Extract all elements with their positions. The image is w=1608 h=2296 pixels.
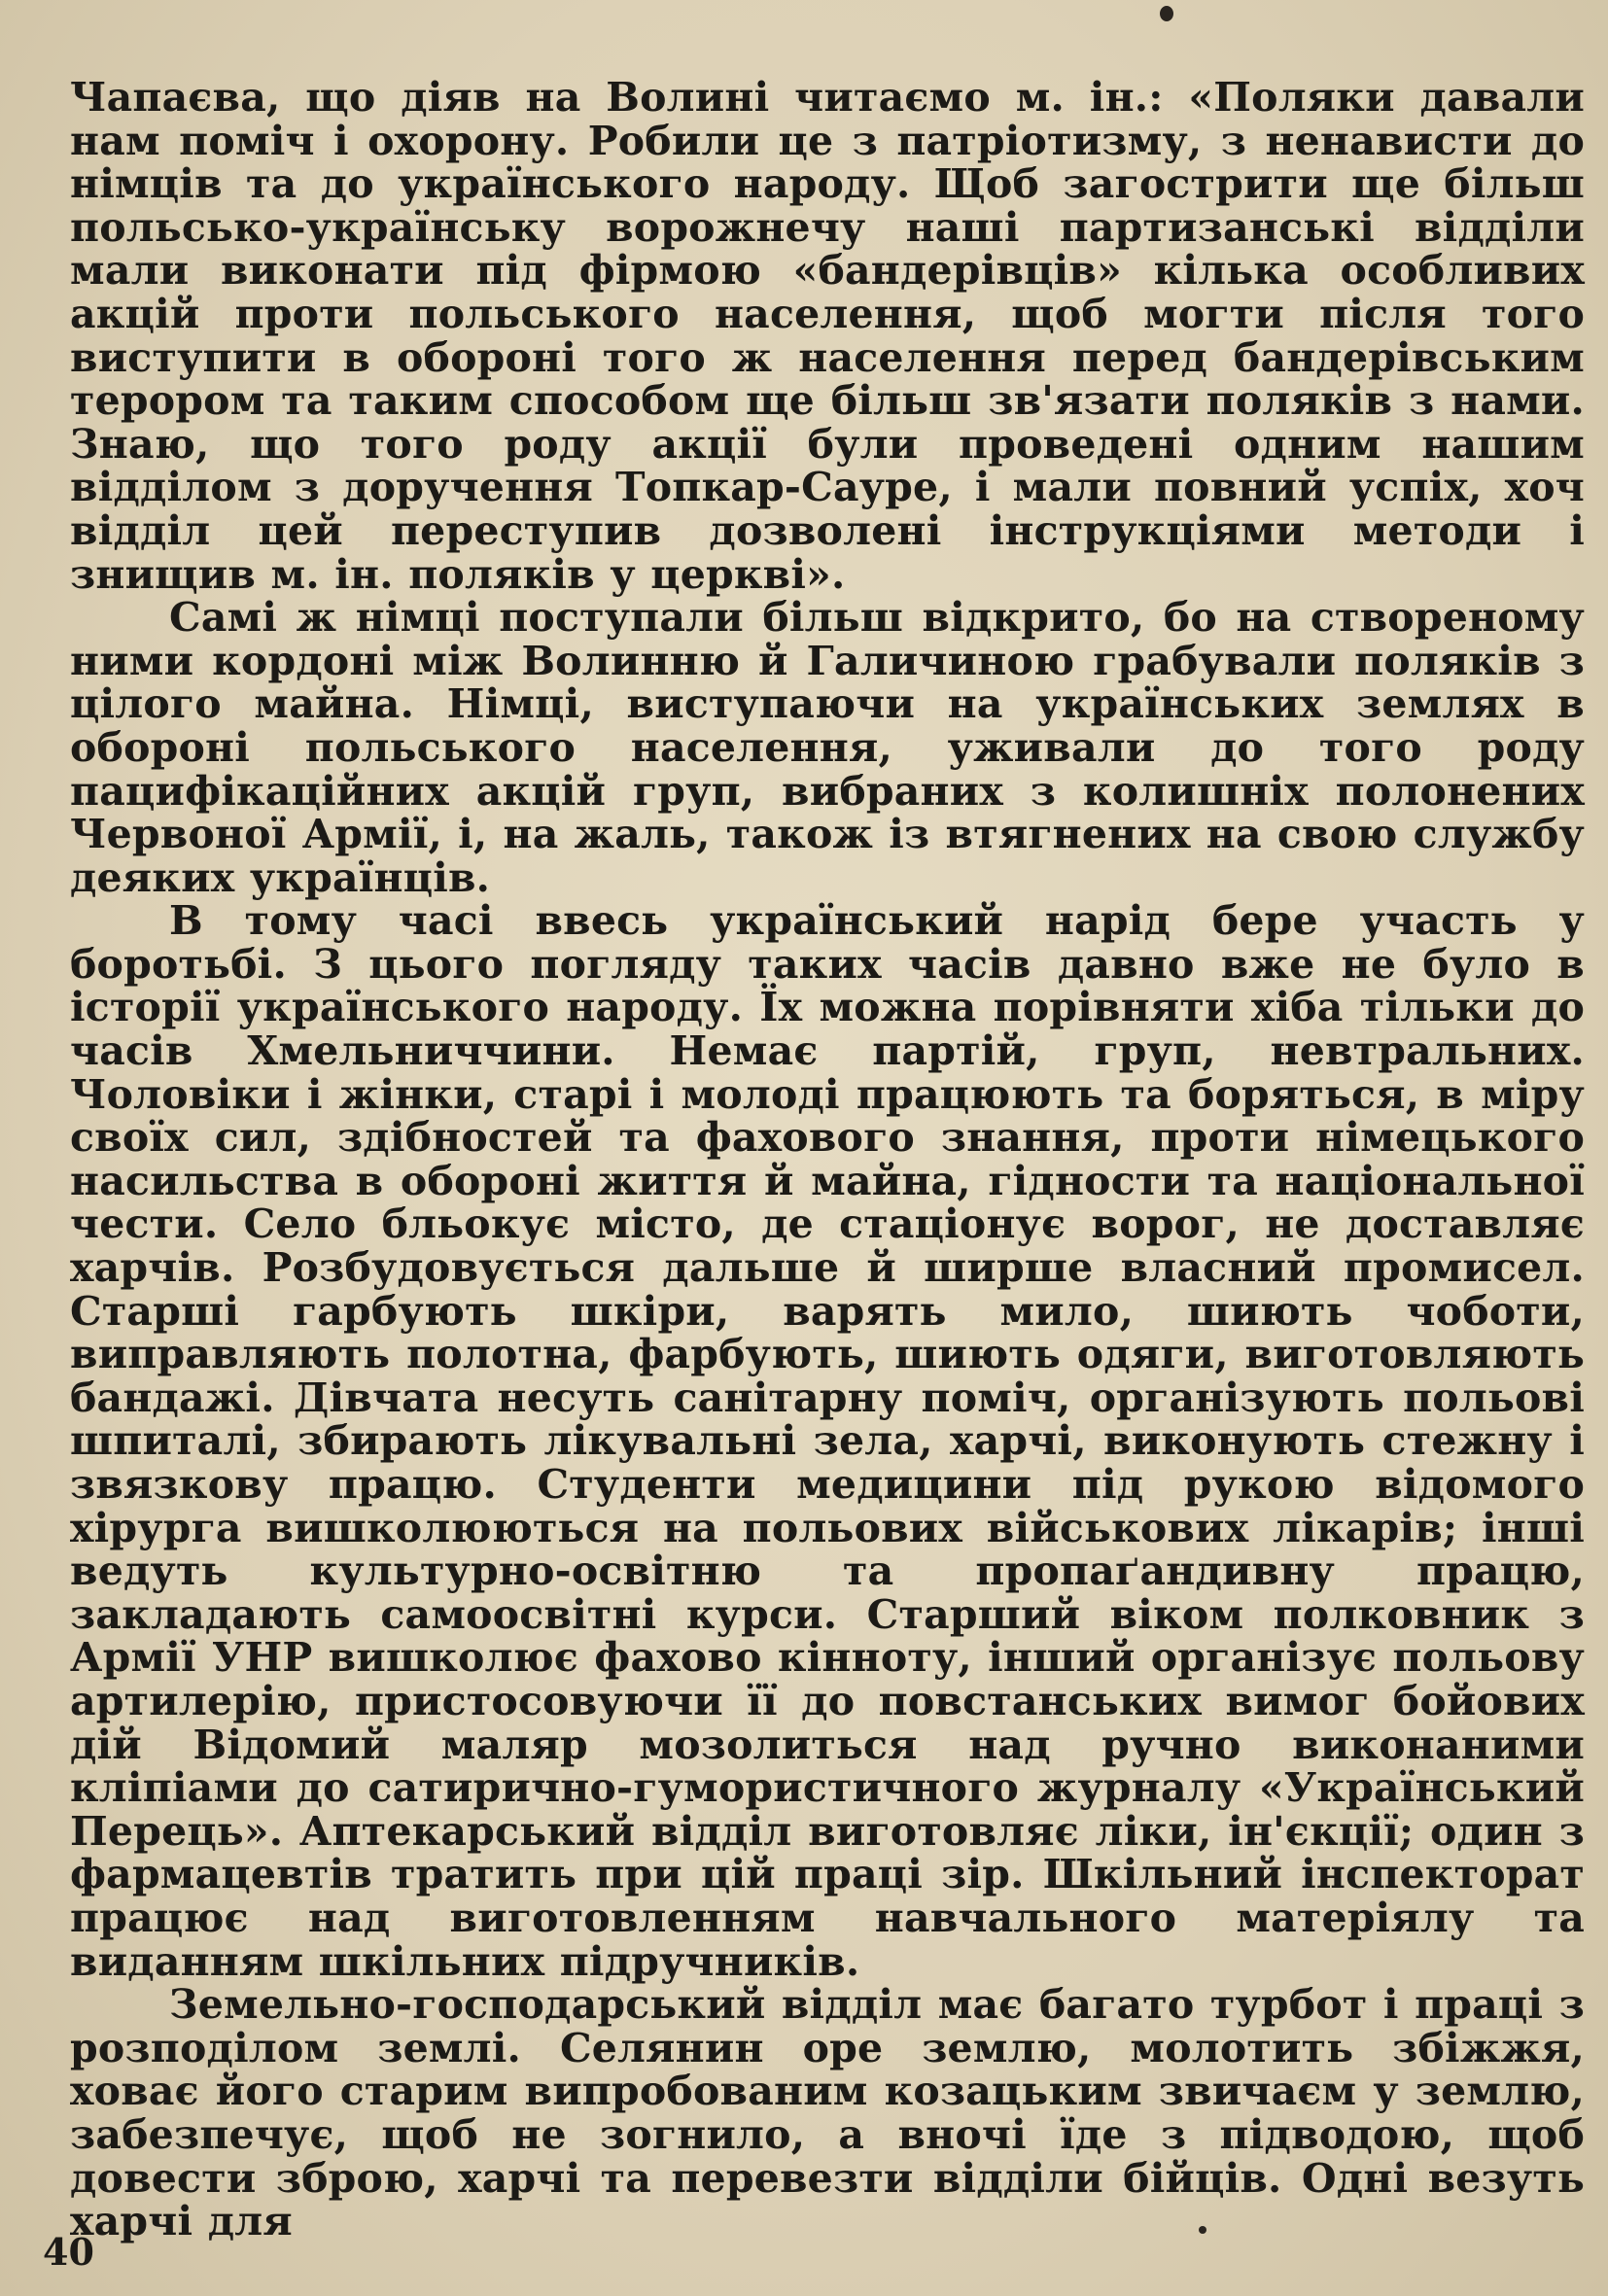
ink-speck (1199, 2226, 1206, 2234)
body-text (70, 76, 1585, 2244)
ink-speck (1160, 6, 1173, 21)
paragraph-4: Земельно-господарський відділ має багато турбот і праці з розподілом землі. Селянин оре землю, молотить збіжжя, ховає його старим випробованим козацьким звичаєм у землю, забезпечує, щоб не зогнило, а вночі їде з підводою, щоб довести зброю, харчі та перевезти відділи бійців. Одні везуть харчі для (70, 1981, 1585, 2245)
page-number: 40 (43, 2230, 94, 2274)
paragraph-2: Самі ж німці поступали більш відкрито, бо на створеному ними кордоні між Волинню й Галичиною грабували поляків з цілого майна. Німці, виступаючи на українських землях в обороні польського населення, уживали до того роду пацифікаційних акцій груп, вибраних з колишніх полонених Червоної Армії, і, на жаль, також із втягнених на свою службу деяких українців. (70, 594, 1585, 901)
paragraph-1: Чапаєва, що діяв на Волині читаємо м. ін.: «Поляки давали нам поміч і охорону. Робили це з патріотизму, з ненависти до німців та до українського народу. Щоб загострити ще більш польсько-українську ворожнечу наші партизанські відділи мали виконати під фірмою «бандерівців» кілька особливих акцій проти польського населення, щоб могти після того виступити в обороні того ж населення перед бандерівським терором та таким способом ще більш зв'язати поляків з нами. Знаю, що того роду акції були проведені одним нашим відділом з доручення Топкар-Сауре, і мали повний успіх, хоч відділ цей переступив дозволені інструкціями методи і знищив м. ін. поляків у церкві». (70, 74, 1585, 598)
paragraph-3: В тому часі ввесь український нарід бере участь у боротьбі. З цього погляду таких часів давно вже не було в історії українського народу. Їх можна порівняти хіба тільки до часів Хмельниччини. Немає партій, груп, невтральних. Чоловіки і жінки, старі і молоді працюють та боряться, в міру своїх сил, здібностей та фахового знання, проти німецького насильства в обороні життя й майна, гідности та національної чести. Село бльокує місто, де стаціонує ворог, не доставляє харчів. Розбудовується дальше й ширше власний промисел. Старші гарбують шкіри, варять мило, шиють чоботи, виправляють полотна, фарбують, шиють одяги, виготовляють бандажі. Дівчата несуть санітарну поміч, організують польові шпиталі, збирають лікувальні зела, харчі, виконують стежну і звязкову працю. Студенти медицини під рукою відомого хірурга вишколюються на польових військових лікарів; інші ведуть культурно-освітню та пропаґандивну працю, закладають самоосвітні курси. Старший віком полковник з Армії УНР вишколює фахово кінноту, інший організує польову артилерію, пристосовуючи її до повстанських вимог бойових дій Відомий маляр мозолиться над ручно виконаними кліпіами до сатирично-гумористичного журналу «Український Перець». Аптекарський відділ виготовляє ліки, ін'єкції; один з фармацевтів тратить при цій праці зір. Шкільний інспекторат працює над виготовленням навчального матеріялу та виданням шкільних підручників. (70, 897, 1585, 1985)
